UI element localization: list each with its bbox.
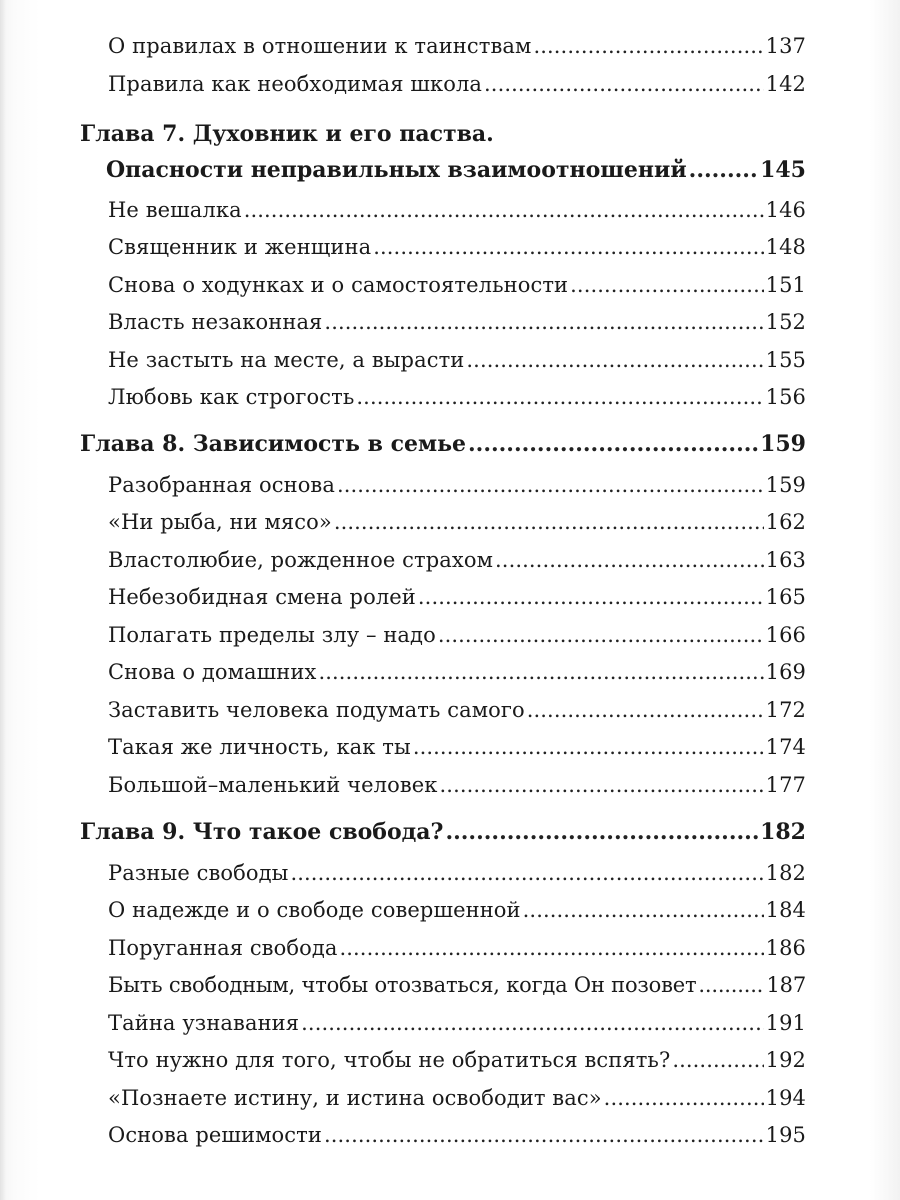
dot-leader [324,310,763,334]
dot-leader [533,34,763,58]
toc-entry-page: 184 [765,898,806,922]
toc-entry [108,861,806,885]
toc-entry [108,585,806,609]
toc-entry [108,72,806,96]
dot-leader [466,348,763,372]
toc-entry-page: 194 [765,1086,806,1110]
toc-entry-title: Тайна узнавания [108,1011,300,1035]
toc-entry-title: Снова о ходунках и о самостоятельности [108,273,569,297]
toc-entry-title: Власть незаконная [108,310,323,334]
toc-entry-title: «Ни рыба, ни мясо» [108,510,332,534]
dot-leader [324,1123,764,1147]
toc-entry-page: 195 [765,1123,806,1147]
toc-entry-title: О правилах в отношении к таинствам [108,34,532,58]
toc-entry [108,510,806,534]
toc-entry [108,34,806,58]
chapter-7-heading: Глава 7. Духовник и его паства. [80,121,494,147]
toc-entry-title: Властолюбие, рожденное страхом [108,548,494,572]
toc-entry-page: 172 [765,698,806,722]
dot-leader [244,198,764,222]
toc-entry [108,623,806,647]
dot-leader [570,273,763,297]
chapter-7-title-cont: Опасности неправильных взаимоотношений [106,157,687,183]
toc-entry-page: 137 [765,34,806,58]
dot-leader [698,973,764,997]
toc-entry [108,273,806,297]
toc-entry-title: О надежде и о свободе совершенной [108,898,521,922]
dot-leader [468,431,758,457]
toc-entry-page: 162 [765,510,806,534]
toc-entry-title: Большой–маленький человек [108,773,438,797]
toc-entry [108,1048,806,1072]
toc-entry-page: 192 [765,1048,806,1072]
dot-leader [356,385,763,409]
toc-entry [108,1086,806,1110]
toc-entry [108,235,806,259]
toc-entry [108,385,806,409]
dot-leader [339,936,763,960]
toc-entry-page: 159 [765,473,806,497]
toc-entry [108,936,806,960]
toc-entry-title: Любовь как строгость [108,385,355,409]
toc-entry-title: Заставить человека подумать самого [108,698,525,722]
chapter-7-entry [106,157,806,183]
dot-leader [445,819,758,845]
page-edge-shadow [0,0,6,1200]
chapter-8-entry [80,431,806,457]
dot-leader [438,623,764,647]
toc-entry-title: Такая же личность, как ты [108,735,411,759]
toc-entry-page: 151 [765,273,806,297]
toc-entry [108,698,806,722]
toc-entry-title: Не вешалка [108,198,242,222]
dot-leader [527,698,764,722]
toc-entry [108,735,806,759]
toc-entry-title: Правила как необходимая школа [108,72,483,96]
dot-leader [418,585,764,609]
toc-entry-title: Основа решимости [108,1123,322,1147]
toc-entry-title: Полагать пределы злу – надо [108,623,436,647]
toc-entry-title: Не застыть на месте, а вырасти [108,348,465,372]
toc-entry-page: 142 [765,72,806,96]
toc-entry-title: Разобранная основа [108,473,335,497]
dot-leader [373,235,763,259]
dot-leader [523,898,764,922]
toc-entry-page: 177 [765,773,806,797]
toc-entry-page: 187 [766,973,806,997]
toc-entry-title: Поруганная свобода [108,936,338,960]
chapter-8-title: Глава 8. Зависимость в семье [80,431,466,457]
toc-entry [108,473,806,497]
toc-entry-page: 156 [765,385,806,409]
dot-leader [484,72,764,96]
toc-entry-page: 148 [765,235,806,259]
toc-entry-page: 146 [765,198,806,222]
toc-entry-page: 152 [765,310,806,334]
toc-entry-title: Быть свободным, чтобы отозваться, когда Он позовет [108,973,697,997]
dot-leader [689,157,758,183]
toc-entry-title: Что нужно для того, чтобы не обратиться вспять? [108,1048,671,1072]
dot-leader [495,548,764,572]
toc-entry [108,898,806,922]
toc-entry-page: 169 [765,660,806,684]
toc-entry-title: Снова о домашних [108,660,317,684]
chapter-7-page: 145 [760,157,806,183]
toc-entry [108,660,806,684]
dot-leader [604,1086,764,1110]
toc-entry-page: 186 [765,936,806,960]
dot-leader [440,773,764,797]
toc-entry [108,348,806,372]
toc-entry-title: Священник и женщина [108,235,372,259]
toc-entry-page: 165 [765,585,806,609]
toc-entry-page: 182 [765,861,806,885]
dot-leader [290,861,763,885]
chapter-9-page: 182 [760,819,806,845]
chapter-9-entry [80,819,806,845]
toc-entry [108,548,806,572]
chapter-8-page: 159 [760,431,806,457]
toc-entry [108,1123,806,1147]
toc-entry-page: 155 [765,348,806,372]
toc-entry-page: 191 [765,1011,806,1035]
toc-entry [108,198,806,222]
dot-leader [337,473,764,497]
toc-entry-title: Разные свободы [108,861,289,885]
dot-leader [413,735,764,759]
toc-entry-page: 166 [765,623,806,647]
dot-leader [672,1048,763,1072]
dot-leader [318,660,763,684]
toc-entry-page: 163 [765,548,806,572]
toc-entry [108,310,806,334]
dot-leader [334,510,764,534]
toc-entry [108,1011,806,1035]
toc-entry-page: 174 [765,735,806,759]
toc-entry [108,773,806,797]
toc-entry-title: «Познаете истину, и истина освободит вас» [108,1086,602,1110]
toc-entry [108,973,806,997]
chapter-9-title: Глава 9. Что такое свобода? [80,819,444,845]
toc-entry-title: Небезобидная смена ролей [108,585,416,609]
dot-leader [301,1011,763,1035]
